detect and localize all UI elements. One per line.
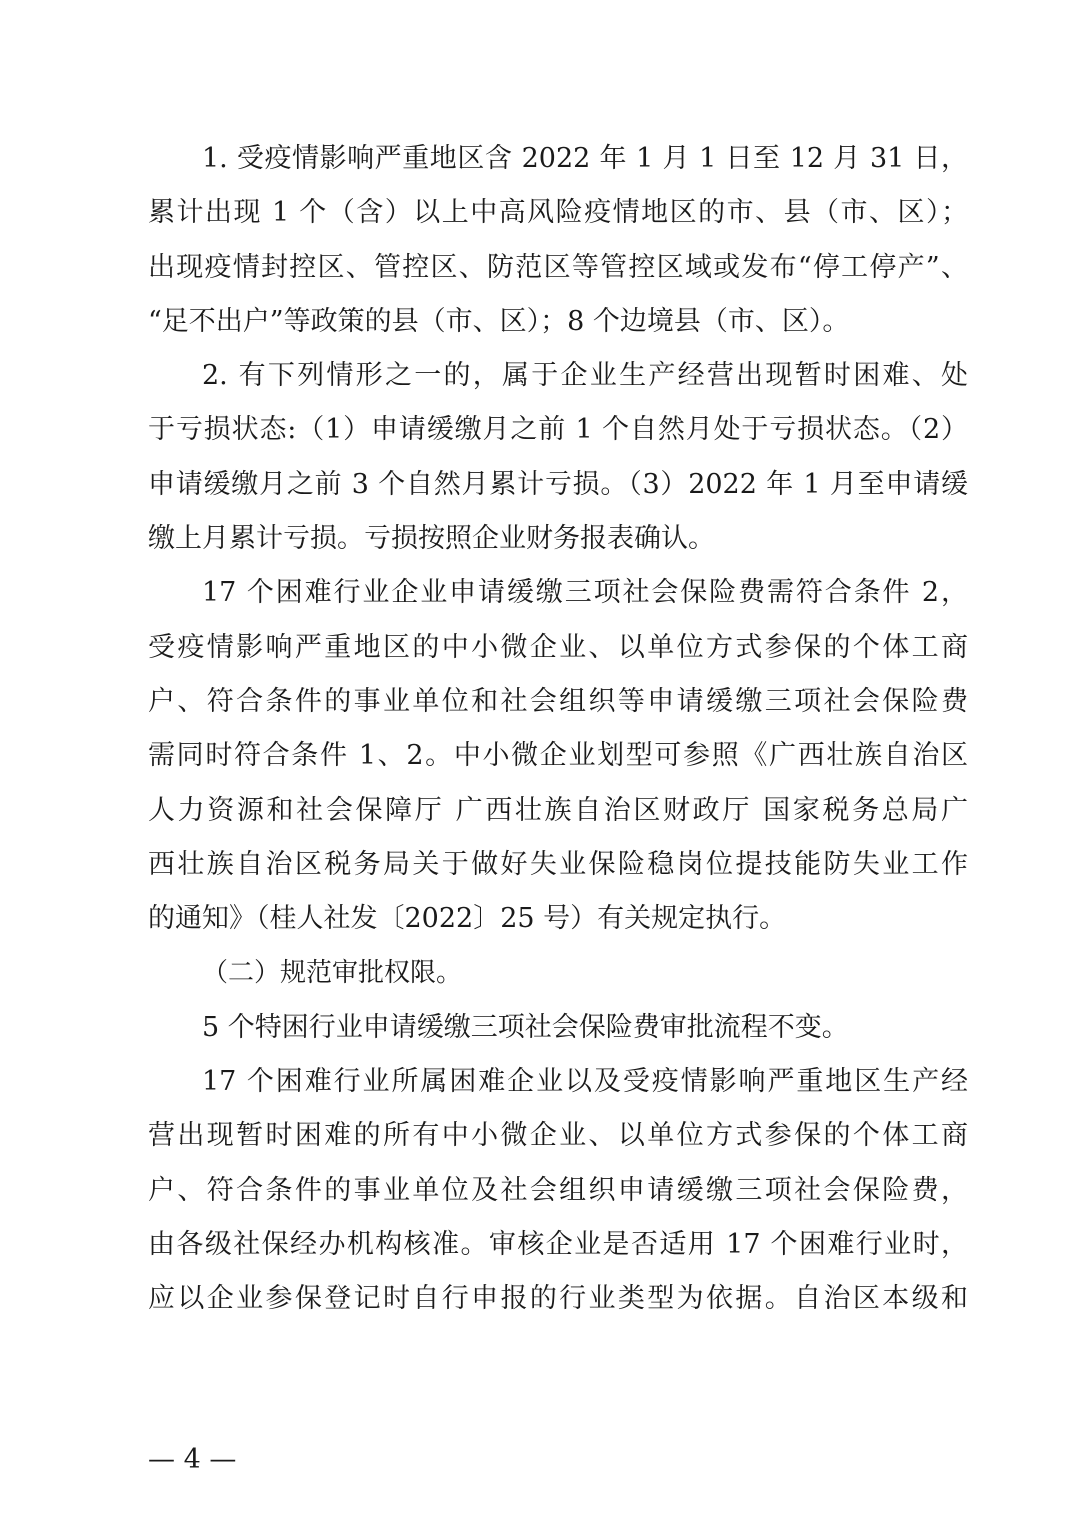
page-number: — 4 — — [148, 1444, 237, 1475]
text-line: 西壮族自治区税务局关于做好失业保险稳岗位提技能防失业工作 — [148, 848, 968, 880]
document-body — [148, 132, 968, 1327]
text-line: 缴上月累计亏损。亏损按照企业财务报表确认。 — [148, 523, 715, 555]
text-line: 1. 受疫情影响严重地区含 2022 年 1 月 1 日至 12 月 31 日， — [202, 143, 968, 174]
text-line: 应以企业参保登记时自行申报的行业类型为依据。自治区本级和 — [148, 1283, 968, 1315]
text-line: 营出现暂时困难的所有中小微企业、以单位方式参保的个体工商 — [148, 1120, 968, 1152]
text-line: 需同时符合条件 1、2。中小微企业划型可参照《广西壮族自治区 — [148, 740, 968, 772]
text-line: 17 个困难行业企业申请缓缴三项社会保险费需符合条件 2， — [202, 577, 968, 609]
text-line: “足不出户”等政策的县（市、区）；8 个边境县（市、区）。 — [148, 305, 850, 337]
text-line: 17 个困难行业所属困难企业以及受疫情影响严重地区生产经 — [202, 1066, 968, 1098]
text-line: 户、符合条件的事业单位及社会组织申请缓缴三项社会保险费， — [148, 1174, 968, 1206]
text-line: 申请缓缴月之前 3 个自然月累计亏损。（3）2022 年 1 月至申请缓 — [148, 468, 968, 500]
text-line: 受疫情影响严重地区的中小微企业、以单位方式参保的个体工商 — [148, 631, 968, 663]
text-line: 于亏损状态:（1）申请缓缴月之前 1 个自然月处于亏损状态。（2） — [148, 414, 968, 446]
text-line: 出现疫情封控区、管控区、防范区等管控区域或发布“停工停产”、 — [148, 251, 968, 283]
text-line: 由各级社保经办机构核准。审核企业是否适用 17 个困难行业时， — [148, 1228, 968, 1260]
text-line: （二）规范审批权限。 — [202, 958, 463, 989]
text-line: 的通知》（桂人社发〔2022〕25 号）有关规定执行。 — [148, 903, 787, 935]
text-line: 户、符合条件的事业单位和社会组织等申请缓缴三项社会保险费 — [148, 685, 968, 717]
text-line: 2. 有下列情形之一的，属于企业生产经营出现暂时困难、处 — [202, 360, 968, 392]
text-line: 人力资源和社会保障厅 广西壮族自治区财政厅 国家税务总局广 — [148, 794, 968, 826]
text-line: 累计出现 1 个（含）以上中高风险疫情地区的市、县（市、区）； — [148, 197, 968, 229]
text-line: 5 个特困行业申请缓缴三项社会保险费审批流程不变。 — [202, 1011, 849, 1043]
